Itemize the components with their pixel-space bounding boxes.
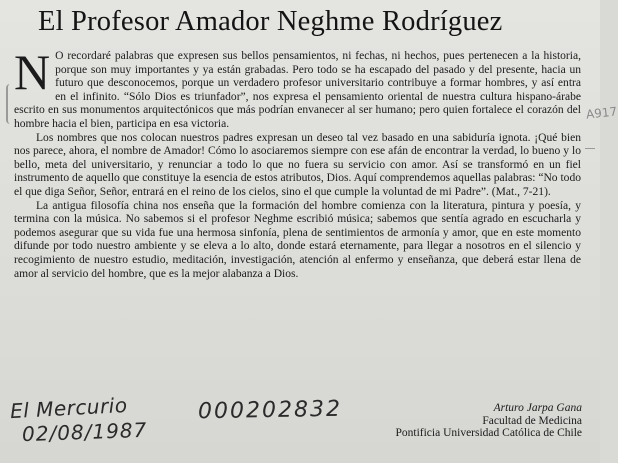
- handwritten-date: 02/08/1987: [21, 417, 148, 447]
- margin-handwritten-note: A917: [585, 104, 618, 122]
- margin-bracket-mark: [6, 84, 14, 124]
- handwritten-archive-number: 000202832: [197, 396, 343, 425]
- article-body: [14, 44, 581, 281]
- author-signature-block: [395, 402, 582, 440]
- paragraph-1: [14, 44, 581, 132]
- paragraph-2: Los nombres que nos colocan nuestros padres expresan un deseo tal vez basado en una sabiduría ignota. ¡Qué bien nos parece, ahora, el nombre de Amador! Cómo lo asociaremos siempre con ese afán de encontrar la verdad, lo bueno y lo bello, meta del universitario, y renunciar a todo lo que no fuera su servicio con amor. Así se transformó en un fiel instrumento de aquello que constituye la esencia de estos atributos, Dios. Aquí comprendemos aquellas palabras: “No todo el que diga Señor, Señor, entrará en el reino de los cielos, sino el que cumple la voluntad de mi Padre”. (Mat., 7-21).: [14, 131, 581, 198]
- margin-scribble: [585, 140, 595, 149]
- author-university: Pontificia Universidad Católica de Chile: [395, 427, 582, 439]
- author-faculty: Facultad de Medicina: [482, 414, 582, 427]
- paragraph-3: La antigua filosofía china nos enseña que la formación del hombre comienza con la literatura, pintura y poesía, y termina con la música. No sabemos si el profesor Neghme escribió música; sabemos que sentía agrado en escucharla y podemos asegurar que su vida fue una hermosa sinfonía, plena de sentimientos de armonía y amor, que en este momento difunde por todo nuestro ambiente y se eleva a lo alto, donde estará eternamente, para llegar a nosotros en el silencio y recogimiento de nuestro estudio, meditación, investigación, atención al enfermo y enseñanza, que deberá estar llena de amor al servicio del hombre, que es la mejor alabanza a Dios.: [14, 199, 581, 280]
- author-name: Arturo Jarpa Gana: [493, 402, 582, 414]
- handwritten-source: El Mercurio: [9, 392, 129, 424]
- paragraph-1-text: O recordaré palabras que expresen sus bellos pensamientos, ni fechas, ni hechos, pues pertenecen a la historia, porque son muy importantes y ya están grabadas. Pero todo se ha escapado del pasado y del presente, hacia un futuro que desconocemos, porque un verdadero profesor universitario contribuye a formar hombres, y así entra en el infinito. “Sólo Dios es triunfador”, nos expresa el pensamiento oriental de nuestra cultura hispano-árabe escrito en sus monumentos arquitectónicos que más podrían envanecer al ser humano; pero quien fortalece el corazón del hombre hacia el bien, participa en esa victoria.: [14, 50, 581, 130]
- article-title: El Profesor Amador Neghme Rodríguez: [38, 6, 503, 37]
- drop-cap: N: [14, 44, 51, 100]
